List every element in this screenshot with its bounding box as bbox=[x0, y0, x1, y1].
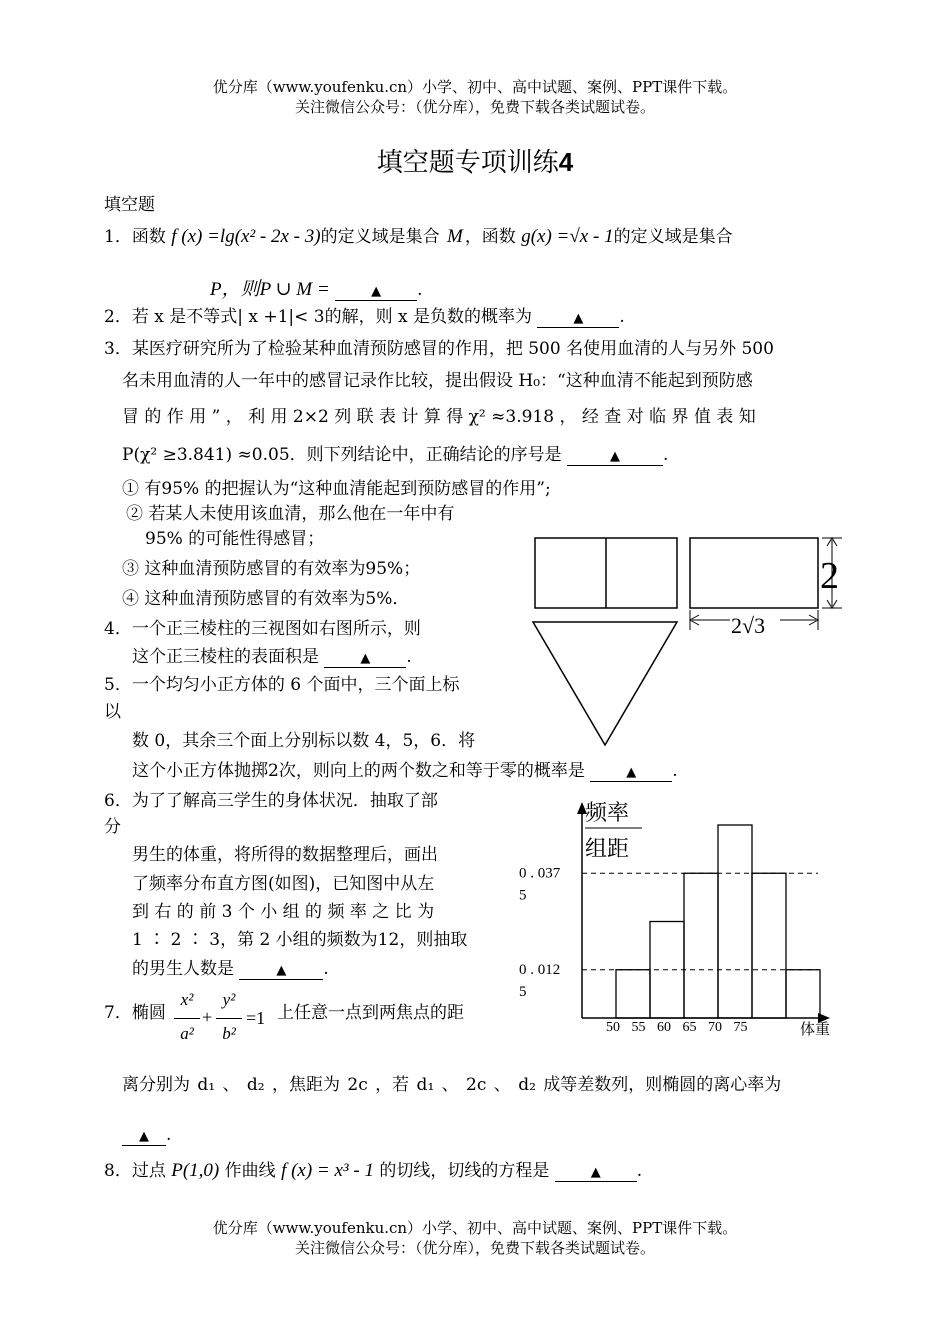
q1-formula-f: f (x) =lg(x² - 2x - 3) bbox=[171, 226, 321, 247]
x-tick-label: 65 bbox=[682, 1020, 697, 1035]
q5-line2: 数 0，其余三个面上分别标以数 4，5，6．将 bbox=[132, 731, 476, 751]
q1-set-m: M bbox=[446, 226, 463, 247]
x-tick-label: 70 bbox=[708, 1020, 722, 1035]
y-tick-label: 0 . 037 bbox=[519, 865, 561, 882]
q6-line1b: 分 bbox=[104, 817, 121, 837]
x-tick-label: 75 bbox=[733, 1020, 748, 1035]
q8-period: . bbox=[636, 1161, 643, 1181]
header-line-1: 优分库（www.youfenku.cn）小学、初中、高中试题、案例、PPT课件下载。 bbox=[212, 78, 738, 96]
q7-blank-mark: ▲ bbox=[139, 1129, 149, 1144]
q7-line1a: 7．椭圆 bbox=[104, 1003, 166, 1023]
q5-period: . bbox=[672, 761, 678, 781]
q2-period: . bbox=[619, 307, 625, 327]
q2-blank-mark: ▲ bbox=[573, 311, 584, 326]
q4-blank-mark: ▲ bbox=[360, 651, 371, 666]
q3-line4-text: P(χ² ≥3.841) ≈0.05．则下列结论中，正确结论的序号是 bbox=[122, 445, 562, 465]
header-line-2: 关注微信公众号：（优分库），免费下载各类试题试卷。 bbox=[294, 98, 655, 116]
q7-frac-y-num: y² bbox=[222, 990, 236, 1009]
q3-period: . bbox=[663, 445, 669, 465]
histogram-bar bbox=[752, 873, 786, 1018]
q7-frac-x-den: a² bbox=[180, 1024, 194, 1043]
q6-line1: 6．为了了解高三学生的身体状况．抽取了部 bbox=[104, 791, 438, 811]
q7-line1b: 上任意一点到两焦点的距 bbox=[277, 1003, 464, 1023]
q3-option-2a: ② 若某人未使用该血清，那么他在一年中有 bbox=[126, 504, 455, 524]
width-label: 2√3 bbox=[731, 613, 766, 638]
x-tick-label: 50 bbox=[606, 1020, 620, 1035]
q3-line3: 冒 的 作 用 ” ， 利 用 2×2 列 联 表 计 算 得 χ² ≈3.918 ， 经 查 对 临 界 值 表 知 bbox=[122, 407, 756, 427]
q1-number: 1． bbox=[104, 227, 132, 247]
q3-option-1: ① 有95% 的把握认为“这种血清能起到预防感冒的作用”; bbox=[122, 479, 551, 499]
q8-text-b: 作曲线 bbox=[224, 1161, 276, 1181]
q1-period: . bbox=[417, 280, 423, 300]
q1-text-b: 的定义域是集合 bbox=[320, 227, 440, 247]
q1-formula-g: g(x) =√x - 1 bbox=[521, 226, 614, 247]
q7-frac-x-num: x² bbox=[180, 990, 194, 1009]
q2-text: 2．若 x 是不等式| x +1|< 3的解，则 x 是负数的概率为 bbox=[104, 307, 532, 327]
q8-text-c: 的切线，切线的方程是 bbox=[379, 1161, 550, 1181]
q6-line4: 到 右 的 前 3 个 小 组 的 频 率 之 比 为 bbox=[132, 902, 435, 922]
q6-period: . bbox=[323, 959, 329, 979]
y-tick-label-cont: 5 bbox=[519, 887, 527, 904]
q3-option-3: ③ 这种血清预防感冒的有效率为95%； bbox=[122, 559, 421, 579]
q3-option-4: ④ 这种血清预防感冒的有效率为5%． bbox=[122, 589, 410, 609]
ylabel-top: 频率 bbox=[585, 800, 630, 825]
q8-text-a: 8．过点 bbox=[104, 1161, 166, 1181]
section-label: 填空题 bbox=[104, 195, 155, 215]
histogram-bar bbox=[718, 825, 752, 1018]
q3-line2: 名未用血清的人一年中的感冒记录作比较，提出假设 H₀：“这种血清不能起到预防感 bbox=[122, 371, 753, 391]
q8-point: P(1,0) bbox=[171, 1160, 220, 1181]
q8-blank-mark: ▲ bbox=[590, 1165, 601, 1180]
ylabel-bottom: 组距 bbox=[585, 836, 630, 861]
q3-line1: 3．某医疗研究所为了检验某种血清预防感冒的作用，把 500 名使用血清的人与另外 500 bbox=[104, 339, 774, 359]
q7-equals: =1 bbox=[246, 1008, 266, 1028]
q7-line2: 离分别为 d₁ 、 d₂ ，焦距为 2c ，若 d₁ 、 2c 、 d₂ 成等差数列，则椭圆的离心率为 bbox=[122, 1075, 782, 1095]
q3-option-2b: 95% 的可能性得感冒； bbox=[145, 529, 325, 549]
q6-line5: 1 ∶ 2 ∶ 3，第 2 小组的频数为12，则抽取 bbox=[132, 930, 468, 950]
q1-text-d: 的定义域是集合 bbox=[613, 227, 733, 247]
q5-blank-mark: ▲ bbox=[626, 765, 637, 780]
q5-line1: 5．一个均匀小正方体的 6 个面中，三个面上标 bbox=[104, 675, 460, 695]
q6-line6-text: 的男生人数是 bbox=[132, 959, 234, 979]
q4-period: . bbox=[406, 647, 412, 667]
x-tick-label: 55 bbox=[631, 1020, 646, 1035]
histogram-bar bbox=[684, 873, 718, 1018]
q1-blank-mark: ▲ bbox=[371, 284, 382, 299]
q6-blank-mark: ▲ bbox=[276, 963, 287, 978]
histogram-bar bbox=[786, 970, 820, 1018]
q5-line1b: 以 bbox=[104, 702, 121, 722]
q1-text-a: 函数 bbox=[131, 227, 166, 247]
q8-formula: f (x) = x³ - 1 bbox=[281, 1160, 374, 1181]
footer-line-2: 关注微信公众号：（优分库），免费下载各类试题试卷。 bbox=[294, 1239, 655, 1257]
height-label: 2 bbox=[820, 555, 839, 597]
title-number: 4 bbox=[558, 147, 574, 177]
x-tick-label: 60 bbox=[657, 1020, 671, 1035]
q4-line1: 4．一个正三棱柱的三视图如右图所示，则 bbox=[104, 619, 421, 639]
q7-frac-y-den: b² bbox=[222, 1024, 236, 1043]
footer-line-1: 优分库（www.youfenku.cn）小学、初中、高中试题、案例、PPT课件下载。 bbox=[212, 1219, 738, 1237]
q1-text-e: P，则P ∪ M = bbox=[210, 279, 330, 300]
q7-plus: + bbox=[202, 1007, 213, 1027]
q1-text-c: ，函数 bbox=[464, 227, 516, 247]
histogram-bar bbox=[616, 970, 650, 1018]
title-text: 填空题专项训练 bbox=[376, 148, 559, 178]
xlabel: 体重 bbox=[800, 1022, 831, 1038]
q3-blank-mark: ▲ bbox=[610, 449, 621, 464]
y-tick-label: 0 . 012 bbox=[519, 961, 561, 978]
q6-line3: 了频率分布直方图(如图)，已知图中从左 bbox=[132, 874, 435, 894]
q6-line2: 男生的体重，将所得的数据整理后，画出 bbox=[132, 845, 438, 865]
y-tick-label-cont: 5 bbox=[519, 983, 527, 1000]
q7-period: . bbox=[166, 1125, 172, 1145]
q4-line2-text: 这个正三棱柱的表面积是 bbox=[132, 647, 319, 667]
q5-line3-text: 这个小正方体抛掷2次，则向上的两个数之和等于零的概率是 bbox=[132, 761, 585, 781]
